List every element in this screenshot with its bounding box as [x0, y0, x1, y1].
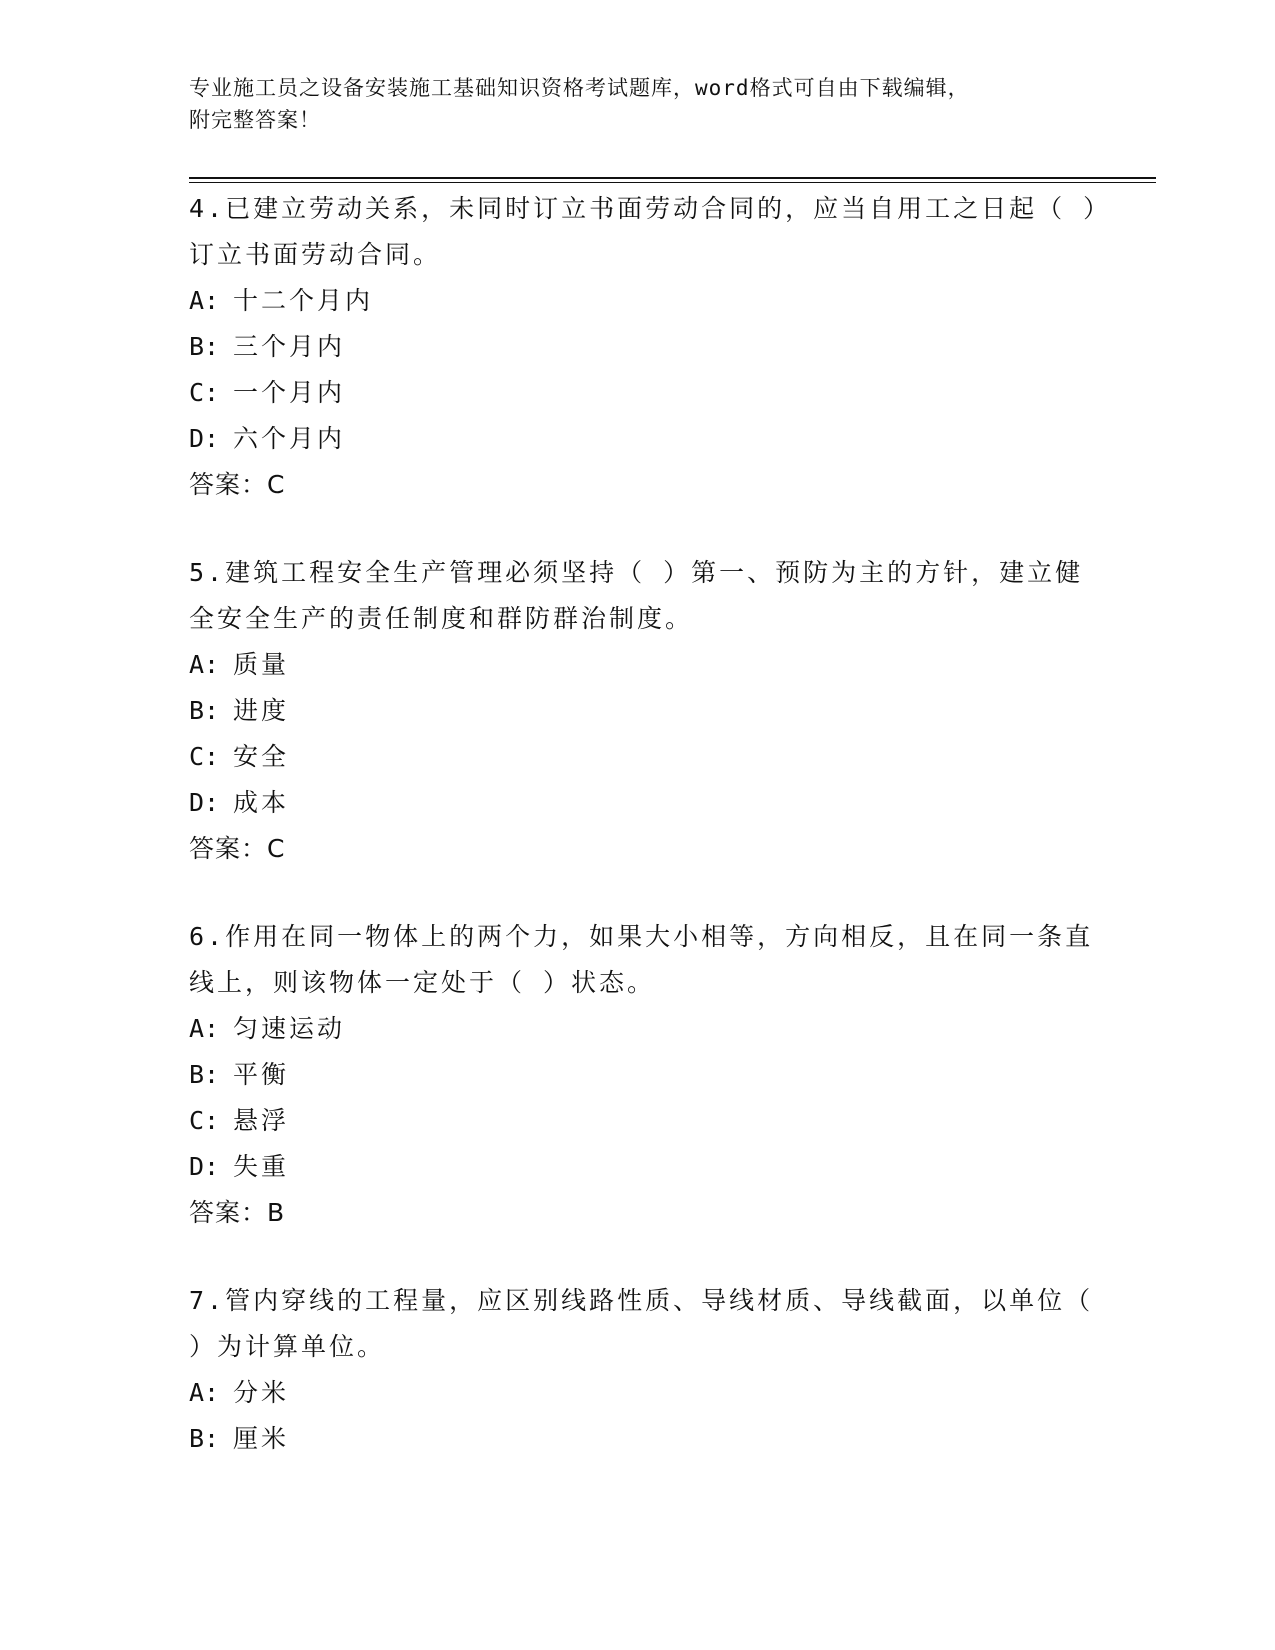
- question-4: [189, 186, 1109, 508]
- question-stem: 7.管内穿线的工程量，应区别线路性质、导线材质、导线截面，以单位（ ）为计算单位。: [189, 1286, 1094, 1361]
- option-b: [189, 688, 1109, 734]
- option-text: 失重: [233, 1152, 290, 1181]
- option-c: [189, 1098, 1109, 1144]
- question-stem: 6.作用在同一物体上的两个力，如果大小相等，方向相反，且在同一条直线上，则该物体一定处于（ ）状态。: [189, 922, 1094, 997]
- answer-line: 答案：C: [189, 470, 286, 499]
- option-letter: B:: [189, 332, 220, 361]
- option-letter: B:: [189, 1424, 220, 1453]
- option-letter: D:: [189, 1152, 220, 1181]
- option-a: [189, 278, 1109, 324]
- option-d: [189, 780, 1109, 826]
- option-text: 分米: [233, 1378, 290, 1407]
- option-d: [189, 416, 1109, 462]
- header-line-1: 专业施工员之设备安装施工基础知识资格考试题库，word格式可自由下载编辑，: [189, 76, 970, 100]
- question-7: [189, 1278, 1109, 1462]
- option-text: 匀速运动: [233, 1014, 346, 1043]
- option-text: 进度: [233, 696, 290, 725]
- option-text: 悬浮: [233, 1106, 290, 1135]
- option-a: [189, 1370, 1109, 1416]
- document-header: [189, 72, 1069, 136]
- option-letter: B:: [189, 1060, 220, 1089]
- option-c: [189, 734, 1109, 780]
- question-list: [189, 186, 1109, 1504]
- option-letter: A:: [189, 1378, 220, 1407]
- option-a: [189, 1006, 1109, 1052]
- option-text: 厘米: [233, 1424, 290, 1453]
- option-letter: C:: [189, 378, 220, 407]
- option-b: [189, 1416, 1109, 1462]
- option-letter: A:: [189, 286, 220, 315]
- answer-line: 答案：C: [189, 834, 286, 863]
- option-text: 十二个月内: [233, 286, 374, 315]
- question-stem: 4.已建立劳动关系，未同时订立书面劳动合同的，应当自用工之日起（ ）订立书面劳动合同。: [189, 194, 1099, 269]
- option-text: 成本: [233, 788, 290, 817]
- option-text: 安全: [233, 742, 290, 771]
- option-c: [189, 370, 1109, 416]
- option-text: 平衡: [233, 1060, 290, 1089]
- option-text: 三个月内: [233, 332, 346, 361]
- option-letter: D:: [189, 788, 220, 817]
- header-divider-thin: [189, 182, 1156, 183]
- question-5: [189, 550, 1109, 872]
- answer-line: 答案：B: [189, 1198, 286, 1227]
- question-stem: 5.建筑工程安全生产管理必须坚持（ ）第一、预防为主的方针，建立健全安全生产的责任制度和群防群治制度。: [189, 558, 1084, 633]
- option-letter: C:: [189, 1106, 220, 1135]
- option-text: 六个月内: [233, 424, 346, 453]
- option-text: 质量: [233, 650, 290, 679]
- option-d: [189, 1144, 1109, 1190]
- option-letter: A:: [189, 1014, 220, 1043]
- option-a: [189, 642, 1109, 688]
- option-letter: B:: [189, 696, 220, 725]
- option-letter: A:: [189, 650, 220, 679]
- option-b: [189, 324, 1109, 370]
- option-letter: C:: [189, 742, 220, 771]
- option-b: [189, 1052, 1109, 1098]
- option-text: 一个月内: [233, 378, 346, 407]
- header-line-2: 附完整答案！: [189, 108, 321, 132]
- question-6: [189, 914, 1109, 1236]
- header-divider-thick: [189, 177, 1156, 179]
- option-letter: D:: [189, 424, 220, 453]
